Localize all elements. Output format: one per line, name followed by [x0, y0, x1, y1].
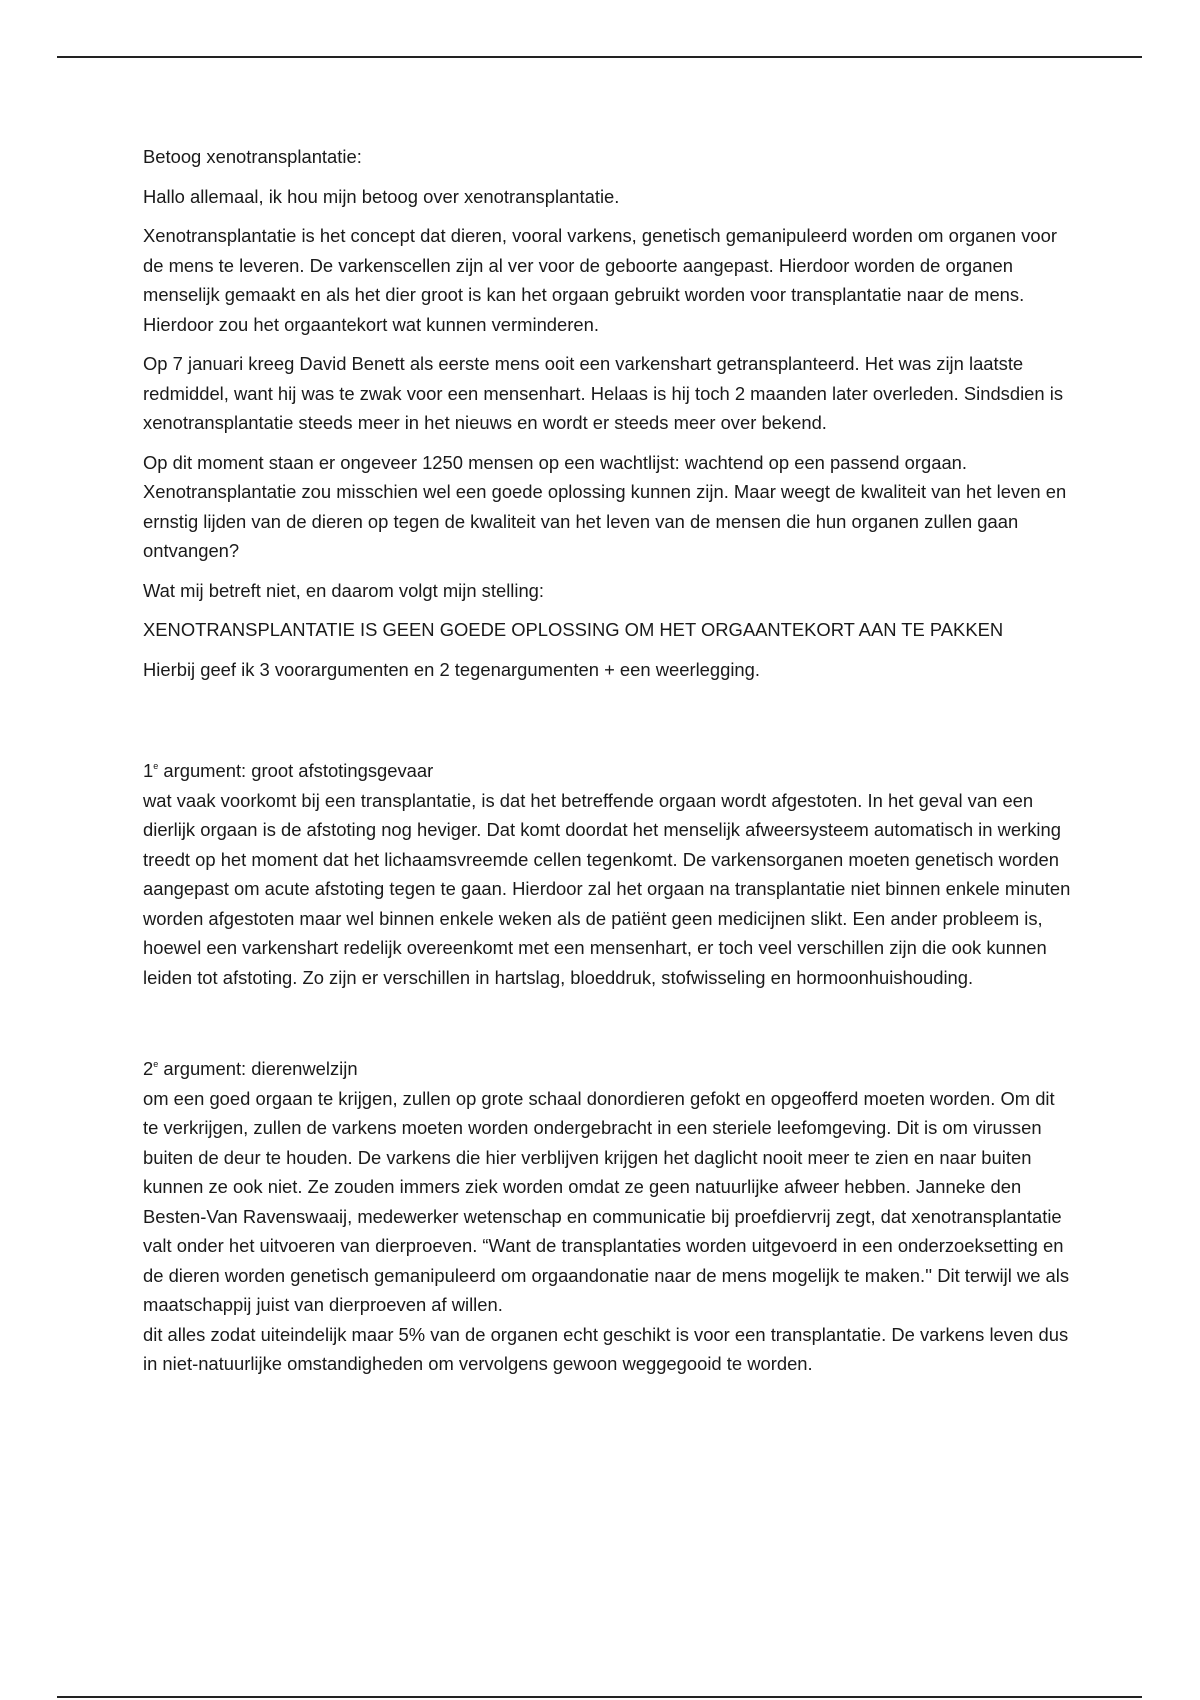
argument-2-number: 2	[143, 1058, 154, 1079]
argument-2-title: argument: dierenwelzijn	[158, 1058, 358, 1079]
argument-2-text: om een goed orgaan te krijgen, zullen op grote schaal donordieren gefokt en opgeofferd moeten worden. Om dit te verkrijgen, zullen de varkens moeten worden ondergebracht in een steriele leefomgeving. Dit is om virussen buiten de deur te houden. De varkens die hier verblijven krijgen het daglicht nooit meer te zien en naar buiten kunnen ze ook niet. Ze zouden immers ziek worden omdat ze geen natuurlijke afweer hebben. Janneke den Besten-Van Ravenswaaij, medewerker wetenschap en communicatie bij proefdiervrij zegt, dat xenotransplantatie valt onder het uitvoeren van dierproeven. “Want de transplantaties worden uitgevoerd in een onderzoeksetting en de dieren worden genetisch gemanipuleerd om orgaandonatie naar de mens mogelijk te maken.'' Dit terwijl we als maatschappij juist van dierproeven af willen.	[143, 1087, 1070, 1315]
intro-paragraph-news: Op 7 januari kreeg David Benett als eerste mens ooit een varkenshart getransplanteerd. Het was zijn laatste redmiddel, want hij was te zwak voor een mensenhart. Helaas is hij toch 2 maanden later overleden. Sindsdien is xenotransplantatie steeds meer in het nieuws en wordt er steeds meer over bekend.	[143, 353, 1064, 433]
thesis-statement: XENOTRANSPLANTATIE IS GEEN GOEDE OPLOSSING OM HET ORGAANTEKORT AAN TE PAKKEN	[143, 619, 1004, 640]
intro-paragraph-waitlist: Op dit moment staan er ongeveer 1250 mensen op een wachtlijst: wachtend op een passend orgaan. Xenotransplantatie zou misschien wel een goede oplossing kunnen zijn. Maar weegt de kwaliteit van het leven en ernstig lijden van de dieren op tegen de kwaliteit van het leven van de mensen die hun organen zullen gaan ontvangen?	[143, 451, 1067, 561]
argument-2-text-continued: dit alles zodat uiteindelijk maar 5% van de organen echt geschikt is voor een transplantatie. De varkens leven dus in niet-natuurlijke omstandigheden om vervolgens gewoon weggegooid te worden.	[143, 1323, 1069, 1374]
argument-1-number: 1	[143, 760, 154, 781]
argument-2-heading	[143, 1054, 1073, 1084]
argument-1-text: wat vaak voorkomt bij een transplantatie, is dat het betreffende orgaan wordt afgestoten. In het geval van een dierlijk orgaan is de afstoting nog heviger. Dat komt doordat het menselijk afweersysteem automatisch in werking treedt op het moment dat het lichaamsvreemde cellen tegenkomt. De varkensorganen moeten genetisch worden aangepast om acute afstoting tegen te gaan. Hierdoor zal het orgaan na transplantatie niet binnen enkele minuten worden afgestoten maar wel binnen enkele weken als de patiënt geen medicijnen slikt. Een ander probleem is, hoewel een varkenshart redelijk overeenkomt met een mensenhart, er toch veel verschillen zijn die ook kunnen leiden tot afstoting. Zo zijn er verschillen in hartslag, bloeddruk, stofwisseling en hormoonhuishouding.	[143, 789, 1071, 988]
argument-1-ordinal: e	[153, 761, 159, 771]
argument-2-ordinal: e	[153, 1059, 159, 1069]
top-divider	[57, 56, 1142, 58]
overview-paragraph: Hierbij geef ik 3 voorargumenten en 2 tegenargumenten + een weerlegging.	[143, 658, 761, 680]
document-title: Betoog xenotransplantatie:	[143, 146, 362, 167]
greeting-paragraph: Hallo allemaal, ik hou mijn betoog over xenotransplantatie.	[143, 185, 620, 207]
intro-paragraph-definition: Xenotransplantatie is het concept dat dieren, vooral varkens, genetisch gemanipuleerd worden om organen voor de mens te leveren. De varkenscellen zijn al ver voor de geboorte aangepast. Hierdoor worden de organen menselijk gemaakt en als het dier groot is kan het orgaan gebruikt worden voor transplantatie naar de mens. Hierdoor zou het orgaantekort wat kunnen verminderen.	[143, 225, 1057, 335]
lead-in-paragraph: Wat mij betreft niet, en daarom volgt mijn stelling:	[143, 579, 545, 601]
document-body	[143, 142, 1073, 1379]
argument-1-title: argument: groot afstotingsgevaar	[158, 760, 434, 781]
argument-1-heading	[143, 756, 1073, 786]
bottom-divider	[57, 1696, 1142, 1698]
